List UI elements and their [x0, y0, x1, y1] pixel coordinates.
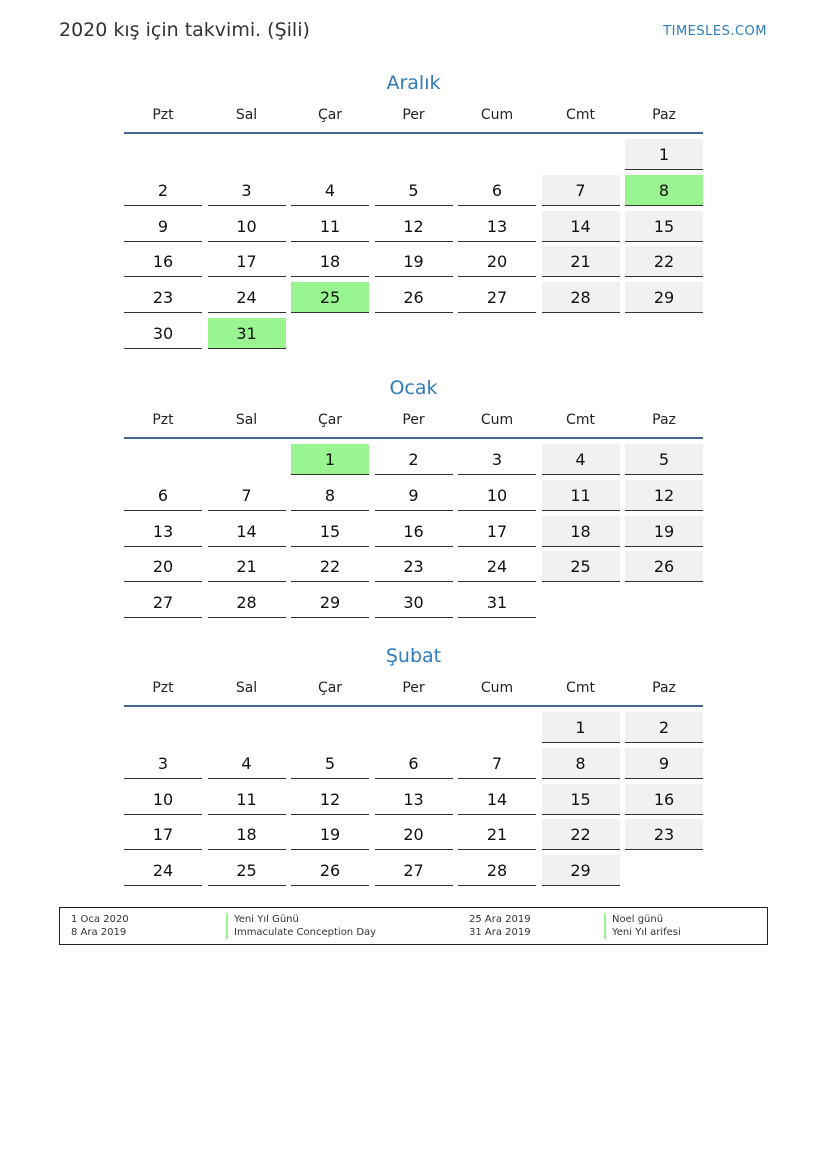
day-cell: 14 — [208, 516, 286, 547]
day-cell: 2 — [124, 175, 202, 206]
empty-day-cell — [625, 855, 703, 886]
day-cell: 12 — [375, 211, 453, 242]
day-cell: 13 — [375, 784, 453, 815]
week-row — [124, 246, 703, 282]
empty-day-cell — [625, 587, 703, 618]
day-cell: 28 — [458, 855, 536, 886]
empty-day-cell — [291, 318, 369, 349]
day-cell: 7 — [458, 748, 536, 779]
day-cell: 14 — [458, 784, 536, 815]
day-cell: 4 — [542, 444, 620, 475]
week-row — [124, 784, 703, 820]
day-cell: 21 — [542, 246, 620, 277]
day-cell: 3 — [124, 748, 202, 779]
day-cell: 15 — [291, 516, 369, 547]
day-cell: 6 — [124, 480, 202, 511]
week-row — [124, 282, 703, 318]
day-cell: 18 — [208, 819, 286, 850]
empty-day-cell — [124, 712, 202, 743]
day-cell: 29 — [625, 282, 703, 313]
day-cell: 23 — [625, 819, 703, 850]
empty-day-cell — [375, 712, 453, 743]
weekday-label: Çar — [317, 107, 343, 123]
week-row — [124, 480, 703, 516]
legend-row — [60, 926, 767, 939]
month-december — [124, 70, 703, 354]
weekday-label: Cum — [480, 412, 514, 428]
weekday-label: Paz — [652, 107, 676, 123]
day-cell: 27 — [124, 587, 202, 618]
day-cell: 14 — [542, 211, 620, 242]
empty-day-cell — [375, 139, 453, 170]
day-cell: 17 — [208, 246, 286, 277]
day-cell: 18 — [542, 516, 620, 547]
day-cell: 15 — [625, 211, 703, 242]
legend-holiday-name: Yeni Yıl arifesi — [604, 926, 681, 939]
day-cell: 11 — [208, 784, 286, 815]
week-row — [124, 712, 703, 748]
day-cell: 13 — [124, 516, 202, 547]
empty-day-cell — [542, 587, 620, 618]
day-cell: 28 — [542, 282, 620, 313]
week-row — [124, 211, 703, 247]
weekday-label: Sal — [235, 412, 258, 428]
day-cell: 18 — [291, 246, 369, 277]
weekday-label: Paz — [652, 412, 676, 428]
day-cell: 26 — [625, 551, 703, 582]
legend-holiday-name: Noel günü — [604, 913, 663, 926]
day-cell: 16 — [625, 784, 703, 815]
day-cell: 3 — [458, 444, 536, 475]
day-cell: 1 — [625, 139, 703, 170]
day-cell: 28 — [208, 587, 286, 618]
month-name: Şubat — [385, 645, 442, 667]
day-cell: 4 — [208, 748, 286, 779]
legend-row — [60, 913, 767, 926]
weekday-header — [124, 401, 703, 439]
weekday-label: Cum — [480, 680, 514, 696]
day-cell: 17 — [458, 516, 536, 547]
day-cell: 5 — [375, 175, 453, 206]
week-row — [124, 444, 703, 480]
empty-day-cell — [291, 139, 369, 170]
week-row — [124, 318, 703, 354]
weekday-label: Paz — [652, 680, 676, 696]
day-cell: 22 — [542, 819, 620, 850]
empty-day-cell — [124, 139, 202, 170]
day-cell: 16 — [124, 246, 202, 277]
empty-day-cell — [458, 318, 536, 349]
empty-day-cell — [124, 444, 202, 475]
month-name: Aralık — [386, 72, 441, 94]
empty-day-cell — [542, 139, 620, 170]
week-row — [124, 748, 703, 784]
day-cell: 2 — [625, 712, 703, 743]
day-cell: 10 — [208, 211, 286, 242]
month-name: Ocak — [389, 377, 438, 399]
weekday-label: Per — [402, 412, 425, 428]
day-cell: 1 — [542, 712, 620, 743]
day-cell: 19 — [625, 516, 703, 547]
empty-day-cell — [291, 712, 369, 743]
day-cell: 10 — [124, 784, 202, 815]
empty-day-cell — [208, 139, 286, 170]
holiday-legend — [59, 907, 768, 945]
weekday-label: Pzt — [152, 107, 174, 123]
day-cell: 10 — [458, 480, 536, 511]
week-list — [124, 139, 703, 354]
empty-day-cell — [208, 712, 286, 743]
day-cell: 12 — [291, 784, 369, 815]
week-row — [124, 819, 703, 855]
day-cell: 26 — [375, 282, 453, 313]
week-row — [124, 175, 703, 211]
day-cell: 8 — [291, 480, 369, 511]
day-cell: 20 — [124, 551, 202, 582]
legend-holiday-name: Immaculate Conception Day — [226, 926, 376, 939]
week-row — [124, 551, 703, 587]
day-cell: 13 — [458, 211, 536, 242]
weekday-label: Cmt — [566, 680, 595, 696]
week-list — [124, 444, 703, 623]
week-row — [124, 587, 703, 623]
day-cell: 8 — [625, 175, 703, 206]
day-cell: 23 — [375, 551, 453, 582]
day-cell: 31 — [458, 587, 536, 618]
weekday-label: Per — [402, 680, 425, 696]
day-cell: 20 — [375, 819, 453, 850]
day-cell: 2 — [375, 444, 453, 475]
day-cell: 8 — [542, 748, 620, 779]
day-cell: 21 — [458, 819, 536, 850]
day-cell: 30 — [375, 587, 453, 618]
week-row — [124, 139, 703, 175]
day-cell: 22 — [291, 551, 369, 582]
weekday-label: Çar — [317, 412, 343, 428]
day-cell: 6 — [375, 748, 453, 779]
day-cell: 19 — [291, 819, 369, 850]
day-cell: 25 — [208, 855, 286, 886]
day-cell: 25 — [542, 551, 620, 582]
weekday-label: Cum — [480, 107, 514, 123]
weekday-label: Sal — [235, 107, 258, 123]
day-cell: 27 — [458, 282, 536, 313]
day-cell: 22 — [625, 246, 703, 277]
empty-day-cell — [625, 318, 703, 349]
day-cell: 11 — [291, 211, 369, 242]
legend-date: 25 Ara 2019 — [469, 914, 531, 925]
day-cell: 9 — [625, 748, 703, 779]
page-title: 2020 kış için takvimi. (Şili) — [59, 19, 310, 41]
day-cell: 9 — [124, 211, 202, 242]
empty-day-cell — [375, 318, 453, 349]
legend-date: 31 Ara 2019 — [469, 927, 531, 938]
weekday-label: Pzt — [152, 680, 174, 696]
day-cell: 5 — [291, 748, 369, 779]
day-cell: 9 — [375, 480, 453, 511]
day-cell: 7 — [542, 175, 620, 206]
weekday-label: Cmt — [566, 412, 595, 428]
weekday-label: Çar — [317, 680, 343, 696]
day-cell: 27 — [375, 855, 453, 886]
empty-day-cell — [458, 139, 536, 170]
day-cell: 19 — [375, 246, 453, 277]
day-cell: 25 — [291, 282, 369, 313]
brand-link[interactable]: TIMESLES.COM — [663, 24, 767, 39]
legend-date: 1 Oca 2020 — [71, 914, 129, 925]
day-cell: 5 — [625, 444, 703, 475]
empty-day-cell — [542, 318, 620, 349]
empty-day-cell — [458, 712, 536, 743]
day-cell: 20 — [458, 246, 536, 277]
day-cell: 1 — [291, 444, 369, 475]
legend-date: 8 Ara 2019 — [71, 927, 127, 938]
month-february — [124, 643, 703, 891]
day-cell: 12 — [625, 480, 703, 511]
day-cell: 16 — [375, 516, 453, 547]
day-cell: 11 — [542, 480, 620, 511]
day-cell: 24 — [208, 282, 286, 313]
week-row — [124, 855, 703, 891]
day-cell: 29 — [542, 855, 620, 886]
legend-holiday-name: Yeni Yıl Günü — [226, 913, 299, 926]
day-cell: 17 — [124, 819, 202, 850]
day-cell: 4 — [291, 175, 369, 206]
weekday-label: Pzt — [152, 412, 174, 428]
empty-day-cell — [208, 444, 286, 475]
week-row — [124, 516, 703, 552]
weekday-label: Sal — [235, 680, 258, 696]
day-cell: 26 — [291, 855, 369, 886]
month-january — [124, 375, 703, 623]
day-cell: 30 — [124, 318, 202, 349]
day-cell: 3 — [208, 175, 286, 206]
day-cell: 31 — [208, 318, 286, 349]
day-cell: 7 — [208, 480, 286, 511]
day-cell: 24 — [458, 551, 536, 582]
day-cell: 21 — [208, 551, 286, 582]
day-cell: 15 — [542, 784, 620, 815]
day-cell: 6 — [458, 175, 536, 206]
weekday-label: Per — [402, 107, 425, 123]
week-list — [124, 712, 703, 891]
weekday-header — [124, 669, 703, 707]
day-cell: 23 — [124, 282, 202, 313]
day-cell: 24 — [124, 855, 202, 886]
weekday-header — [124, 96, 703, 134]
day-cell: 29 — [291, 587, 369, 618]
weekday-label: Cmt — [566, 107, 595, 123]
